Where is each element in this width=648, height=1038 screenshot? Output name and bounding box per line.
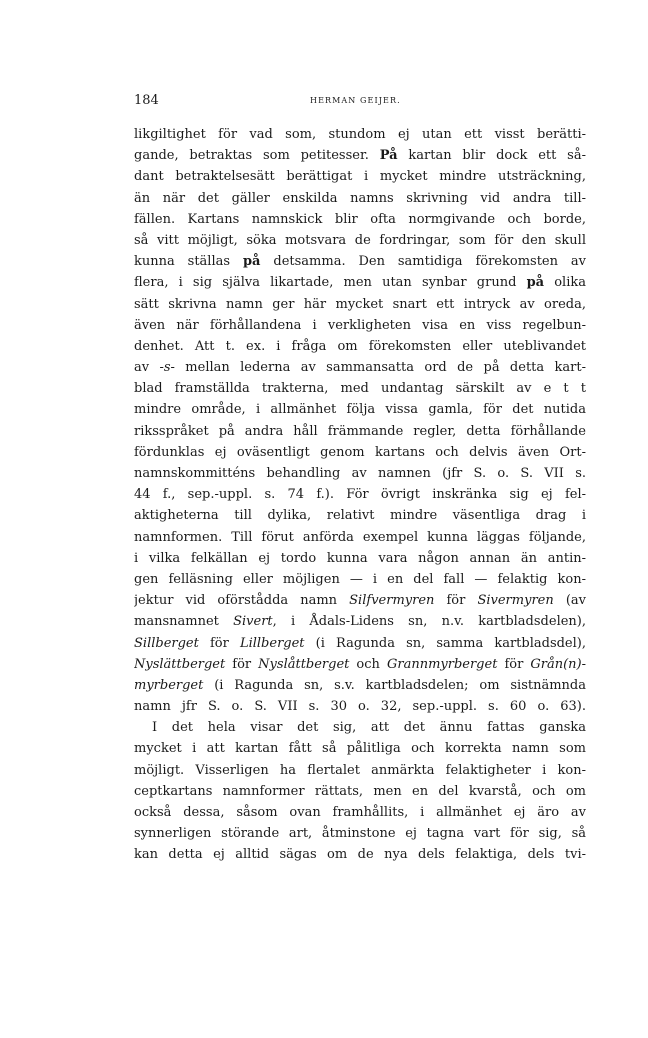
text-line: fällen. Kartans namnskick blir ofta normgivande och borde, xyxy=(134,211,586,227)
text-line: i vilka felkällan ej tordo kunna vara någon annan än antin- xyxy=(134,550,586,566)
text-line: aktigheterna till dylika, relativt mindre väsentliga drag i xyxy=(134,508,586,524)
text-line: gen felläsning eller möjligen — i en del fall — felaktig kon- xyxy=(134,571,586,587)
page-header xyxy=(134,93,586,111)
body-text xyxy=(134,124,586,866)
text-line: mindre område, i allmänhet följa vissa gamla, för det nutida xyxy=(134,402,586,418)
text-line: blad framställda trakterna, med undantag särskilt av e t t xyxy=(134,381,586,397)
text-line: I det hela visar det sig, att det ännu fattas ganska xyxy=(152,720,586,736)
text-line: kunna ställas på detsamma. Den samtidiga förekomsten av xyxy=(134,254,586,270)
text-line: likgiltighet för vad som, stundom ej utan ett visst berätti- xyxy=(134,127,586,142)
text-line: denhet. Att t. ex. i fråga om förekomsten eller uteblivandet xyxy=(134,338,586,354)
text-line: riksspråket på andra håll främmande regler, detta förhållande xyxy=(134,423,586,439)
text-line: dant betraktelsesätt berättigat i mycket mindre utsträckning, xyxy=(134,169,586,185)
text-line: än när det gäller enskilda namns skrivning vid andra till- xyxy=(134,190,586,206)
text-line: ceptkartans namnformer rättats, men en del kvarstå, och om xyxy=(134,783,586,799)
text-line: myrberget (i Ragunda sn, s.v. kartbladsdelen; om sistnämnda xyxy=(134,677,586,693)
text-line: Sillberget för Lillberget (i Ragunda sn, samma kartbladsdel), xyxy=(134,635,586,651)
text-line: mycket i att kartan fått så pålitliga och korrekta namn som xyxy=(134,741,586,757)
text-line: mansnamnet Sivert, i Ådals-Lidens sn, n.v. kartbladsdelen), xyxy=(134,614,586,630)
text-line: gande, betraktas som petitesser. På kartan blir dock ett så- xyxy=(134,148,586,164)
text-line: 44 f., sep.-uppl. s. 74 f.). För övrigt inskränka sig ej fel- xyxy=(134,487,586,503)
text-line: sätt skrivna namn ger här mycket snart ett intryck av oreda, xyxy=(134,296,586,312)
text-line: Nyslättberget för Nyslåttberget och Grannmyrberget för Grån(n)- xyxy=(134,656,586,672)
text-line: kan detta ej alltid sägas om de nya dels felaktiga, dels tvi- xyxy=(134,847,586,863)
running-title: HERMAN GEIJER. xyxy=(310,96,401,105)
text-line: fördunklas ej oväsentligt genom kartans och delvis även Ort- xyxy=(134,444,586,460)
text-line: även när förhållandena i verkligheten visa en viss regelbun- xyxy=(134,317,586,333)
text-line: namnskommitténs behandling av namnen (jfr S. o. S. VII s. xyxy=(134,466,586,481)
text-line: av -s- mellan lederna av sammansatta ord de på detta kart- xyxy=(134,360,586,376)
text-line: namn jfr S. o. S. VII s. 30 o. 32, sep.-uppl. s. 60 o. 63). xyxy=(134,699,586,715)
text-line: också dessa, såsom ovan framhållits, i allmänhet ej äro av xyxy=(134,805,586,820)
text-line: så vitt möjligt, söka motsvara de fordringar, som för den skull xyxy=(134,232,586,248)
page-number: 184 xyxy=(134,93,159,108)
text-line: synnerligen störande art, åtminstone ej tagna vart för sig, så xyxy=(134,826,586,842)
text-line: flera, i sig själva likartade, men utan synbar grund på olika xyxy=(134,275,586,291)
text-line: möjligt. Visserligen ha flertalet anmärkta felaktigheter i kon- xyxy=(134,762,586,778)
text-line: namnformen. Till förut anförda exempel kunna läggas följande, xyxy=(134,529,586,545)
text-line: jektur vid oförstådda namn Silfvermyren för Sivermyren (av xyxy=(134,593,586,609)
